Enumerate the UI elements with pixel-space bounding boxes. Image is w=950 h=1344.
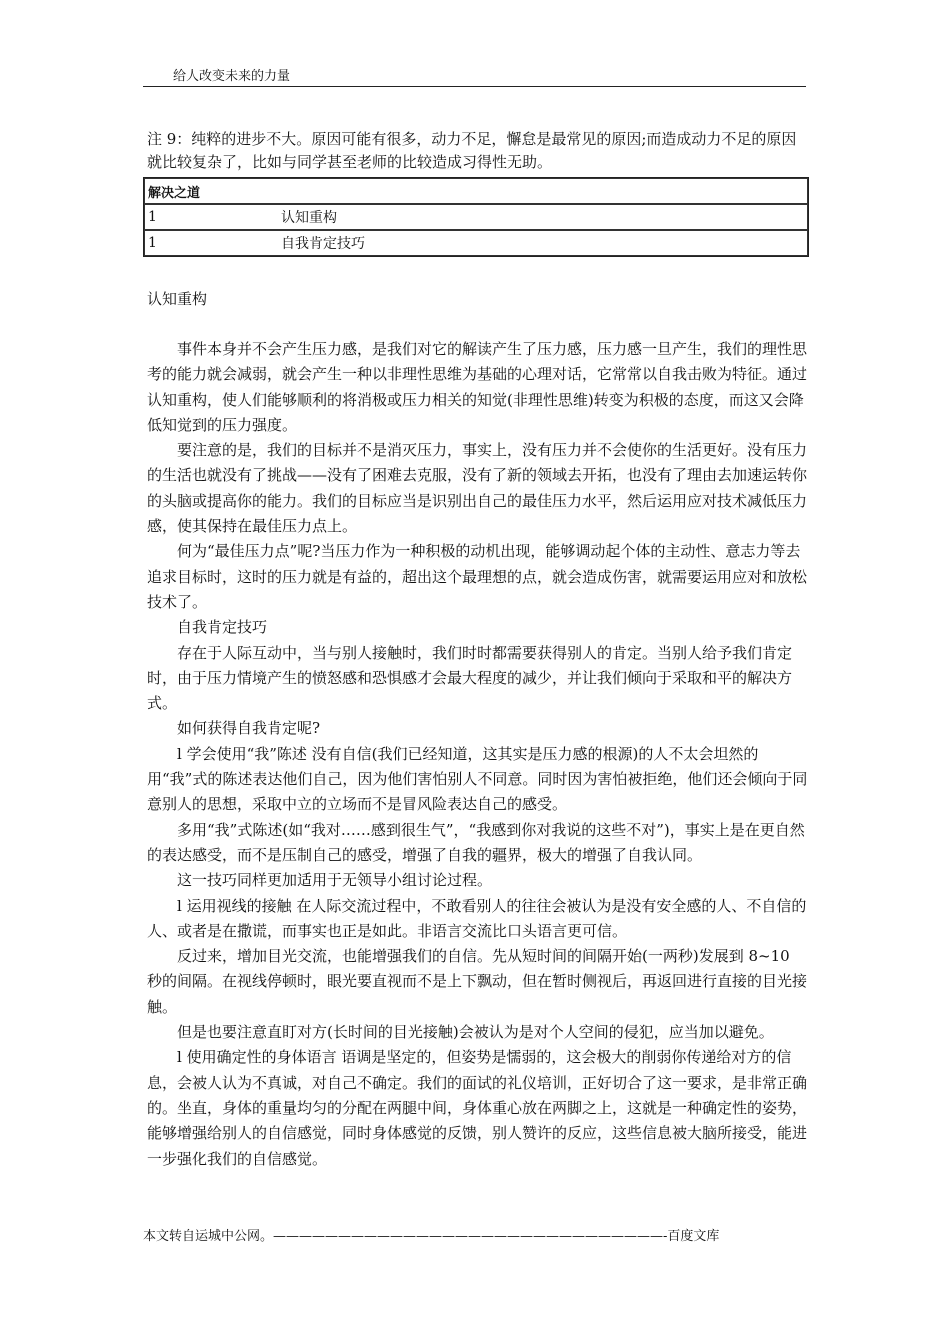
paragraph: l 运用视线的接触 在人际交流过程中，不敢看别人的往往会被认为是没有安全感的人、不自信的人、或者是在撒谎，而事实也正是如此。非语言交流比口头语言更可信。 xyxy=(147,896,807,940)
table-header-cell: 解决之道 xyxy=(144,178,808,204)
paragraph: 多用“我”式陈述(如“我对……感到很生气”，“我感到你对我说的这些不对”)，事实上是在更自然的表达感受，而不是压制自己的感受，增强了自我的疆界，极大的增强了自我认同。 xyxy=(147,820,805,864)
paragraph: 反过来，增加目光交流，也能增强我们的自信。先从短时间的间隔开始(一两秒)发展到 8~10 秒的间隔。在视线停顿时，眼光要直视而不是上下飘动，但在暂时侧视后，再返回进行直接的目光接触。 xyxy=(147,947,808,1016)
body-text xyxy=(147,337,809,1172)
note-paragraph: 注 9：纯粹的进步不大。原因可能有很多，动力不足，懈怠是最常见的原因;而造成动力不足的原因就比较复杂了，比如与同学甚至老师的比较造成习得性无助。 xyxy=(147,130,797,171)
table-row xyxy=(144,204,808,230)
paragraph: 如何获得自我肯定呢? xyxy=(177,719,321,738)
page-footer: 本文转自运城中公网。——————————————————————————————-百度文库 xyxy=(143,1229,720,1244)
paragraph: 要注意的是，我们的目标并不是消灭压力，事实上，没有压力并不会使你的生活更好。没有压力的生活也就没有了挑战——没有了困难去克服，没有了新的领域去开拓，也没有了理由去加速运转你的头脑或提高你的能力。我们的目标应当是识别出自己的最佳压力水平，然后运用应对技术减低压力感，使其保持在最佳压力点上。 xyxy=(147,441,808,536)
table-cell-item: 自我肯定技巧 xyxy=(278,230,808,256)
section-title: 认知重构 xyxy=(147,290,208,308)
paragraph: 但是也要注意直盯对方(长时间的目光接触)会被认为是对个人空间的侵犯，应当加以避免。 xyxy=(177,1023,774,1042)
paragraph: 事件本身并不会产生压力感，是我们对它的解读产生了压力感，压力感一旦产生，我们的理性思考的能力就会减弱，就会产生一种以非理性思维为基础的心理对话，它常常以自我击败为特征。通过认知重构，使人们能够顺利的将消极或压力相关的知觉(非理性思维)转变为积极的态度，而这又会降低知觉到的压力强度。 xyxy=(147,340,808,434)
paragraph: 何为“最佳压力点”呢?当压力作为一种积极的动机出现，能够调动起个体的主动性、意志力等去追求目标时，这时的压力就是有益的，超出这个最理想的点，就会造成伤害，就需要运用应对和放松技术了。 xyxy=(147,542,808,611)
table-row xyxy=(144,230,808,256)
solution-table xyxy=(143,177,809,257)
table-header-row xyxy=(144,178,808,204)
subsection-heading: 自我肯定技巧 xyxy=(177,618,268,637)
paragraph: l 学会使用“我”陈述 没有自信(我们已经知道，这其实是压力感的根源)的人不太会坦然的用“我”式的陈述表达他们自己，因为他们害怕别人不同意。同时因为害怕被拒绝，他们还会倾向于同意别人的思想，采取中立的立场而不是冒风险表达自己的感受。 xyxy=(147,744,808,814)
page-header-title: 给人改变未来的力量 xyxy=(173,69,291,84)
paragraph: l 使用确定性的身体语言 语调是坚定的，但姿势是懦弱的，这会极大的削弱你传递给对方的信息，会被人认为不真诚，对自己不确定。我们的面试的礼仪培训，正好切合了这一要求，是非常正确的。坐直，身体的重量均匀的分配在两腿中间，身体重心放在两脚之上，这就是一种确定性的姿势，能够增强给别人的自信感觉，同时身体感觉的反馈，别人赞许的反应，这些信息被大脑所接受，能进一步强化我们的自信感觉。 xyxy=(147,1048,808,1168)
table-cell-number: 1 xyxy=(144,204,278,230)
header-divider xyxy=(143,86,806,87)
table-cell-item: 认知重构 xyxy=(278,204,808,230)
paragraph: 存在于人际互动中，当与别人接触时，我们时时都需要获得别人的肯定。当别人给予我们肯定时，由于压力情境产生的愤怒感和恐惧感才会最大程度的减少，并让我们倾向于采取和平的解决方式。 xyxy=(147,643,793,713)
table-cell-number: 1 xyxy=(144,230,278,256)
paragraph: 这一技巧同样更加适用于无领导小组讨论过程。 xyxy=(177,871,493,890)
